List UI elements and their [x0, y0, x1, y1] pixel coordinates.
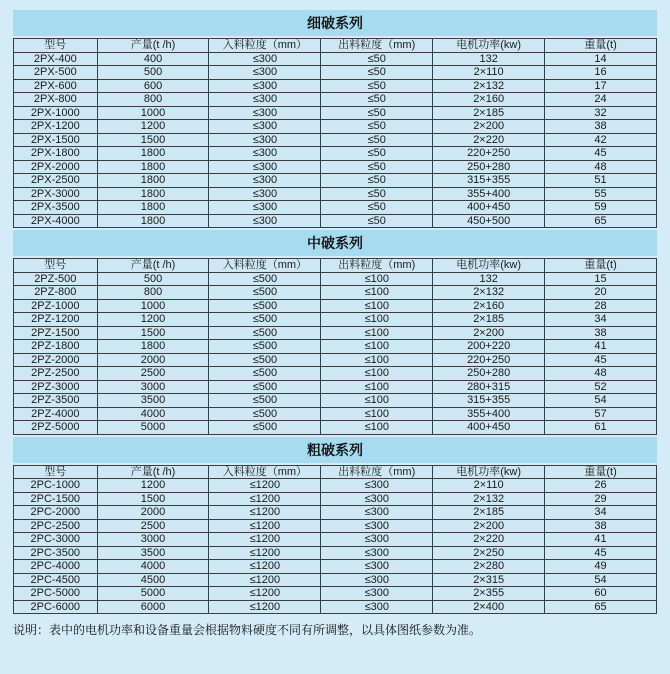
value-cell: ≤300: [209, 106, 321, 120]
value-cell: 24: [545, 93, 657, 107]
value-cell: ≤500: [209, 407, 321, 421]
value-cell: 600: [97, 79, 209, 93]
value-cell: 2×160: [433, 93, 545, 107]
model-cell: 2PX-1500: [14, 133, 98, 147]
table-row: [14, 600, 657, 614]
table-row: [14, 340, 657, 354]
value-cell: 4000: [97, 560, 209, 574]
value-cell: ≤50: [321, 66, 433, 80]
column-header: 电机功率(kw): [433, 259, 545, 273]
value-cell: ≤1200: [209, 600, 321, 614]
column-header: 型号: [14, 39, 98, 53]
value-cell: 65: [545, 214, 657, 228]
value-cell: ≤300: [209, 201, 321, 215]
footnote: 说明：表中的电机功率和设备重量会根据物料硬度不同有所调整，以具体图纸参数为准。: [13, 623, 482, 637]
value-cell: 3500: [97, 394, 209, 408]
value-cell: ≤1200: [209, 519, 321, 533]
value-cell: 2×200: [433, 120, 545, 134]
model-cell: 2PX-400: [14, 52, 98, 66]
model-cell: 2PZ-1500: [14, 326, 98, 340]
value-cell: ≤100: [321, 421, 433, 435]
value-cell: 3000: [97, 533, 209, 547]
model-cell: 2PZ-2000: [14, 353, 98, 367]
model-cell: 2PC-1500: [14, 492, 98, 506]
value-cell: 4000: [97, 407, 209, 421]
value-cell: 2×185: [433, 106, 545, 120]
value-cell: 61: [545, 421, 657, 435]
value-cell: 42: [545, 133, 657, 147]
value-cell: 26: [545, 479, 657, 493]
value-cell: 1200: [97, 313, 209, 327]
model-cell: 2PX-1000: [14, 106, 98, 120]
column-header: 电机功率(kw): [433, 465, 545, 479]
value-cell: 315+355: [433, 174, 545, 188]
series-section: [13, 10, 657, 228]
model-cell: 2PZ-500: [14, 272, 98, 286]
value-cell: ≤300: [209, 66, 321, 80]
value-cell: 2×200: [433, 519, 545, 533]
value-cell: 315+355: [433, 394, 545, 408]
table-row: [14, 120, 657, 134]
value-cell: 1500: [97, 492, 209, 506]
value-cell: ≤500: [209, 380, 321, 394]
value-cell: ≤300: [321, 479, 433, 493]
value-cell: ≤100: [321, 326, 433, 340]
column-header: 型号: [14, 465, 98, 479]
table-row: [14, 394, 657, 408]
column-header: 出料粒度（mm): [321, 465, 433, 479]
model-cell: 2PZ-3500: [14, 394, 98, 408]
value-cell: ≤50: [321, 93, 433, 107]
column-header: 产量(t /h): [97, 465, 209, 479]
value-cell: 2×400: [433, 600, 545, 614]
value-cell: ≤300: [209, 52, 321, 66]
value-cell: ≤300: [209, 147, 321, 161]
column-header: 出料粒度（mm): [321, 259, 433, 273]
table-row: [14, 479, 657, 493]
value-cell: 29: [545, 492, 657, 506]
value-cell: 65: [545, 600, 657, 614]
value-cell: ≤300: [321, 587, 433, 601]
value-cell: 450+500: [433, 214, 545, 228]
value-cell: 2×110: [433, 479, 545, 493]
value-cell: 14: [545, 52, 657, 66]
table-row: [14, 519, 657, 533]
value-cell: 17: [545, 79, 657, 93]
value-cell: 16: [545, 66, 657, 80]
value-cell: ≤300: [321, 546, 433, 560]
value-cell: 2×185: [433, 506, 545, 520]
value-cell: 132: [433, 52, 545, 66]
value-cell: 34: [545, 506, 657, 520]
model-cell: 2PZ-2500: [14, 367, 98, 381]
value-cell: 52: [545, 380, 657, 394]
value-cell: 2×110: [433, 66, 545, 80]
table-row: [14, 587, 657, 601]
value-cell: 2×280: [433, 560, 545, 574]
sections-container: [13, 10, 657, 614]
value-cell: 54: [545, 394, 657, 408]
value-cell: 132: [433, 272, 545, 286]
value-cell: 250+280: [433, 367, 545, 381]
value-cell: 1500: [97, 326, 209, 340]
value-cell: 1800: [97, 174, 209, 188]
table-row: [14, 546, 657, 560]
value-cell: ≤100: [321, 299, 433, 313]
value-cell: 59: [545, 201, 657, 215]
table-row: [14, 407, 657, 421]
value-cell: ≤1200: [209, 587, 321, 601]
column-header: 产量(t /h): [97, 259, 209, 273]
value-cell: 1800: [97, 201, 209, 215]
value-cell: ≤300: [209, 214, 321, 228]
value-cell: ≤1200: [209, 492, 321, 506]
value-cell: ≤300: [321, 506, 433, 520]
value-cell: 45: [545, 147, 657, 161]
table-row: [14, 533, 657, 547]
value-cell: 200+220: [433, 340, 545, 354]
model-cell: 2PZ-1200: [14, 313, 98, 327]
value-cell: ≤300: [209, 133, 321, 147]
value-cell: ≤50: [321, 106, 433, 120]
value-cell: ≤300: [209, 93, 321, 107]
spec-table: [13, 258, 657, 435]
value-cell: 45: [545, 353, 657, 367]
value-cell: ≤100: [321, 367, 433, 381]
model-cell: 2PX-2000: [14, 160, 98, 174]
series-section: [13, 437, 657, 615]
value-cell: 2×132: [433, 79, 545, 93]
model-cell: 2PX-1800: [14, 147, 98, 161]
value-cell: 2×250: [433, 546, 545, 560]
value-cell: 800: [97, 93, 209, 107]
value-cell: ≤1200: [209, 560, 321, 574]
value-cell: 5000: [97, 587, 209, 601]
value-cell: 3000: [97, 380, 209, 394]
column-header: 入料粒度（mm）: [209, 465, 321, 479]
value-cell: 48: [545, 367, 657, 381]
value-cell: ≤50: [321, 52, 433, 66]
value-cell: 2500: [97, 367, 209, 381]
value-cell: 1000: [97, 106, 209, 120]
model-cell: 2PZ-1800: [14, 340, 98, 354]
model-cell: 2PX-1200: [14, 120, 98, 134]
value-cell: ≤300: [321, 560, 433, 574]
table-row: [14, 147, 657, 161]
table-row: [14, 492, 657, 506]
model-cell: 2PX-3500: [14, 201, 98, 215]
value-cell: 45: [545, 546, 657, 560]
value-cell: 1200: [97, 120, 209, 134]
table-row: [14, 272, 657, 286]
value-cell: 3500: [97, 546, 209, 560]
model-cell: 2PZ-3000: [14, 380, 98, 394]
column-header: 重量(t): [545, 259, 657, 273]
model-cell: 2PZ-800: [14, 286, 98, 300]
value-cell: 32: [545, 106, 657, 120]
value-cell: 250+280: [433, 160, 545, 174]
value-cell: ≤1200: [209, 506, 321, 520]
table-row: [14, 106, 657, 120]
value-cell: ≤100: [321, 407, 433, 421]
value-cell: ≤100: [321, 380, 433, 394]
value-cell: ≤1200: [209, 533, 321, 547]
model-cell: 2PX-4000: [14, 214, 98, 228]
value-cell: ≤50: [321, 201, 433, 215]
value-cell: ≤300: [321, 533, 433, 547]
value-cell: ≤100: [321, 272, 433, 286]
table-row: [14, 160, 657, 174]
value-cell: 400+450: [433, 421, 545, 435]
value-cell: ≤300: [321, 600, 433, 614]
column-header: 入料粒度（mm）: [209, 39, 321, 53]
table-row: [14, 421, 657, 435]
value-cell: 2000: [97, 353, 209, 367]
value-cell: ≤500: [209, 313, 321, 327]
value-cell: 57: [545, 407, 657, 421]
value-cell: 51: [545, 174, 657, 188]
header-row: [14, 259, 657, 273]
value-cell: 4500: [97, 573, 209, 587]
value-cell: 2000: [97, 506, 209, 520]
value-cell: ≤300: [209, 187, 321, 201]
model-cell: 2PC-2500: [14, 519, 98, 533]
table-row: [14, 573, 657, 587]
value-cell: 55: [545, 187, 657, 201]
value-cell: ≤500: [209, 299, 321, 313]
series-section: [13, 230, 657, 435]
column-header: 重量(t): [545, 39, 657, 53]
table-row: [14, 367, 657, 381]
model-cell: 2PC-4000: [14, 560, 98, 574]
value-cell: 49: [545, 560, 657, 574]
value-cell: ≤300: [321, 519, 433, 533]
value-cell: 2×315: [433, 573, 545, 587]
value-cell: 1000: [97, 299, 209, 313]
value-cell: ≤100: [321, 340, 433, 354]
value-cell: 2×220: [433, 533, 545, 547]
spec-table: [13, 465, 657, 615]
value-cell: 1800: [97, 160, 209, 174]
value-cell: 28: [545, 299, 657, 313]
value-cell: ≤300: [321, 492, 433, 506]
column-header: 入料粒度（mm）: [209, 259, 321, 273]
column-header: 电机功率(kw): [433, 39, 545, 53]
value-cell: 1800: [97, 214, 209, 228]
table-row: [14, 506, 657, 520]
value-cell: 400: [97, 52, 209, 66]
value-cell: ≤100: [321, 313, 433, 327]
value-cell: ≤300: [209, 174, 321, 188]
value-cell: 41: [545, 340, 657, 354]
value-cell: ≤500: [209, 286, 321, 300]
value-cell: ≤50: [321, 120, 433, 134]
table-row: [14, 79, 657, 93]
table-row: [14, 380, 657, 394]
column-header: 重量(t): [545, 465, 657, 479]
table-row: [14, 201, 657, 215]
section-title: 细破系列: [13, 10, 657, 36]
value-cell: 2×220: [433, 133, 545, 147]
value-cell: 355+400: [433, 407, 545, 421]
value-cell: 2×200: [433, 326, 545, 340]
value-cell: 1800: [97, 340, 209, 354]
value-cell: ≤500: [209, 272, 321, 286]
model-cell: 2PX-600: [14, 79, 98, 93]
model-cell: 2PC-6000: [14, 600, 98, 614]
model-cell: 2PZ-5000: [14, 421, 98, 435]
value-cell: 1500: [97, 133, 209, 147]
value-cell: 220+250: [433, 147, 545, 161]
value-cell: ≤500: [209, 353, 321, 367]
value-cell: ≤100: [321, 353, 433, 367]
value-cell: 34: [545, 313, 657, 327]
value-cell: ≤50: [321, 133, 433, 147]
value-cell: ≤500: [209, 394, 321, 408]
value-cell: 1800: [97, 147, 209, 161]
column-header: 产量(t /h): [97, 39, 209, 53]
spec-table: [13, 38, 657, 228]
table-row: [14, 560, 657, 574]
section-title: 粗破系列: [13, 437, 657, 463]
table-row: [14, 66, 657, 80]
section-title: 中破系列: [13, 230, 657, 256]
value-cell: 48: [545, 160, 657, 174]
table-row: [14, 187, 657, 201]
value-cell: 220+250: [433, 353, 545, 367]
value-cell: 5000: [97, 421, 209, 435]
header-row: [14, 39, 657, 53]
model-cell: 2PC-5000: [14, 587, 98, 601]
value-cell: ≤500: [209, 367, 321, 381]
table-row: [14, 133, 657, 147]
value-cell: 2×160: [433, 299, 545, 313]
value-cell: 1200: [97, 479, 209, 493]
value-cell: 2×132: [433, 286, 545, 300]
value-cell: 2×185: [433, 313, 545, 327]
column-header: 出料粒度（mm): [321, 39, 433, 53]
model-cell: 2PZ-1000: [14, 299, 98, 313]
value-cell: 355+400: [433, 187, 545, 201]
table-row: [14, 353, 657, 367]
value-cell: ≤50: [321, 160, 433, 174]
value-cell: 400+450: [433, 201, 545, 215]
value-cell: ≤500: [209, 340, 321, 354]
value-cell: 38: [545, 519, 657, 533]
model-cell: 2PC-2000: [14, 506, 98, 520]
column-header: 型号: [14, 259, 98, 273]
value-cell: 60: [545, 587, 657, 601]
table-row: [14, 52, 657, 66]
value-cell: ≤500: [209, 421, 321, 435]
value-cell: 500: [97, 272, 209, 286]
header-row: [14, 465, 657, 479]
value-cell: ≤100: [321, 286, 433, 300]
value-cell: 54: [545, 573, 657, 587]
value-cell: ≤50: [321, 214, 433, 228]
model-cell: 2PC-3000: [14, 533, 98, 547]
model-cell: 2PC-4500: [14, 573, 98, 587]
value-cell: ≤100: [321, 394, 433, 408]
model-cell: 2PC-1000: [14, 479, 98, 493]
model-cell: 2PX-500: [14, 66, 98, 80]
value-cell: ≤500: [209, 326, 321, 340]
model-cell: 2PC-3500: [14, 546, 98, 560]
value-cell: 20: [545, 286, 657, 300]
value-cell: ≤1200: [209, 573, 321, 587]
value-cell: 500: [97, 66, 209, 80]
value-cell: 800: [97, 286, 209, 300]
model-cell: 2PX-800: [14, 93, 98, 107]
value-cell: 2500: [97, 519, 209, 533]
table-row: [14, 286, 657, 300]
table-row: [14, 299, 657, 313]
value-cell: ≤50: [321, 187, 433, 201]
model-cell: 2PZ-4000: [14, 407, 98, 421]
value-cell: ≤300: [321, 573, 433, 587]
table-row: [14, 313, 657, 327]
value-cell: 280+315: [433, 380, 545, 394]
value-cell: ≤50: [321, 174, 433, 188]
value-cell: 38: [545, 326, 657, 340]
value-cell: ≤300: [209, 160, 321, 174]
value-cell: ≤1200: [209, 479, 321, 493]
value-cell: ≤1200: [209, 546, 321, 560]
model-cell: 2PX-2500: [14, 174, 98, 188]
model-cell: 2PX-3000: [14, 187, 98, 201]
value-cell: 1800: [97, 187, 209, 201]
value-cell: ≤300: [209, 79, 321, 93]
value-cell: ≤300: [209, 120, 321, 134]
value-cell: ≤50: [321, 147, 433, 161]
value-cell: 41: [545, 533, 657, 547]
value-cell: 38: [545, 120, 657, 134]
value-cell: ≤50: [321, 79, 433, 93]
table-row: [14, 214, 657, 228]
value-cell: 2×355: [433, 587, 545, 601]
table-row: [14, 93, 657, 107]
value-cell: 15: [545, 272, 657, 286]
table-row: [14, 174, 657, 188]
value-cell: 2×132: [433, 492, 545, 506]
value-cell: 6000: [97, 600, 209, 614]
table-row: [14, 326, 657, 340]
